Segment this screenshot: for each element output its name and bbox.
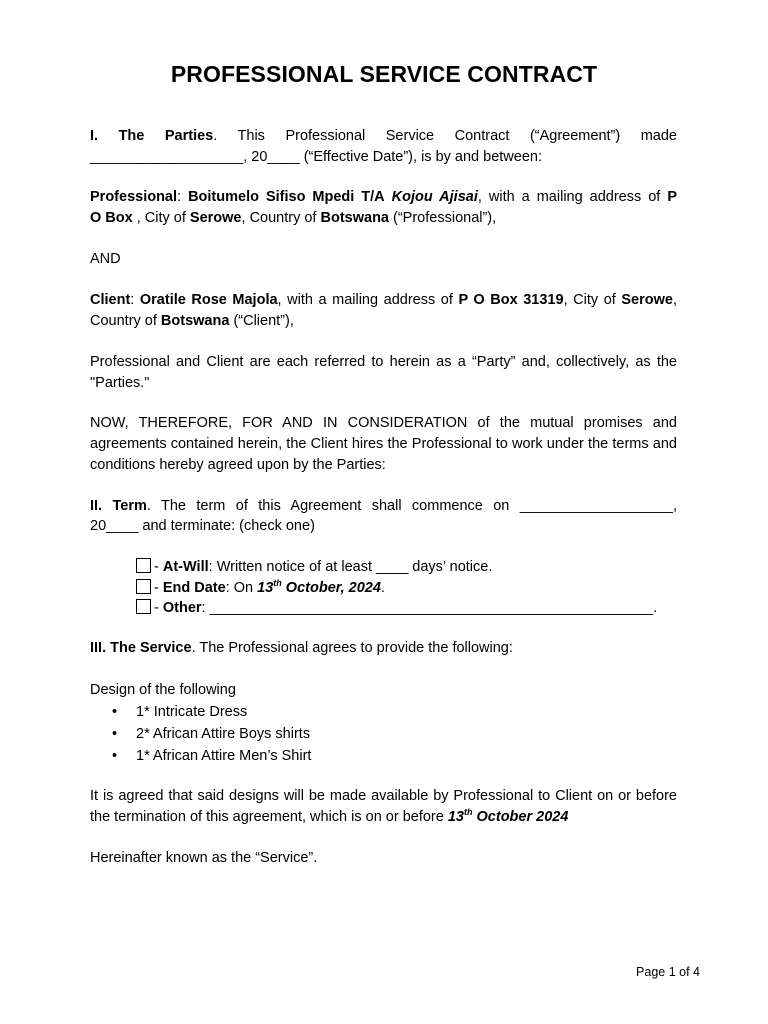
page-title: PROFESSIONAL SERVICE CONTRACT: [170, 61, 598, 87]
professional-line-1: [90, 187, 677, 208]
client-country: Botswana: [160, 313, 230, 329]
availability-date: [448, 809, 569, 825]
professional-line-2: [90, 208, 677, 229]
end-date-value: [257, 580, 381, 596]
bullet-icon: •: [112, 704, 118, 720]
client-country-text: , Country of: [90, 292, 677, 329]
other-checkbox[interactable]: [136, 599, 151, 614]
professional-country-text: , Country of: [241, 210, 321, 226]
parties-line-2: ___________________, 20____ (“Effective Date”), is by and between:: [90, 149, 542, 165]
consideration-paragraph: NOW, THEREFORE, FOR AND IN CONSIDERATION of the mutual promises and agreements contained herein, the Client hires the Professional to work under the terms and conditions hereby agreed upon by the Parties:: [90, 415, 677, 473]
professional-name: Boitumelo Sifiso Mpedi T/A: [188, 189, 385, 205]
client-colon: :: [130, 292, 140, 308]
client-name: Oratile Rose Majola: [139, 292, 278, 308]
service-heading: III. The Service: [90, 640, 192, 656]
end-date-dash: -: [154, 580, 163, 596]
professional-address-b: O Box: [90, 210, 133, 226]
term-heading: II. Term: [90, 498, 147, 514]
end-date-rest: October, 2024: [281, 580, 381, 596]
option-end-date: [136, 578, 385, 599]
end-date-end: .: [380, 580, 385, 596]
availability-paragraph: [90, 786, 677, 828]
other-text: : _______________________________________________________.: [201, 600, 658, 616]
party-definition: Professional and Client are each referred to herein as a “Party” and, collectively, as the "Parties.": [90, 354, 677, 391]
term-line-1: [90, 496, 677, 517]
end-date-pre: : On: [225, 580, 258, 596]
page-number: Page 1 of 4: [636, 965, 700, 979]
professional-mail-text: , with a mailing address of: [477, 189, 661, 205]
client-label: Client: [90, 292, 131, 308]
professional-country: Botswana: [320, 210, 389, 226]
professional-colon: :: [177, 189, 189, 205]
client-end: (“Client”),: [229, 313, 294, 329]
client-city-text: , City of: [563, 292, 622, 308]
other-label: Other: [162, 600, 202, 616]
professional-label: Professional: [90, 189, 178, 205]
at-will-dash: -: [154, 559, 163, 575]
client-mail-text: , with a mailing address of: [277, 292, 459, 308]
option-other: [136, 598, 657, 619]
end-date-suffix: th: [273, 578, 282, 589]
professional-address-a: P: [667, 189, 678, 205]
at-will-label: At-Will: [162, 559, 209, 575]
parties-intro: . This Professional Service Contract (“Agreement”) made: [213, 128, 677, 144]
end-date-label: End Date: [162, 580, 226, 596]
client-paragraph: [90, 290, 677, 332]
availability-rest: October 2024: [472, 809, 569, 825]
client-address: P O Box 31319: [458, 292, 564, 308]
professional-city: Serowe: [189, 210, 242, 226]
bullet-icon: •: [112, 726, 118, 742]
professional-end: (“Professional”),: [389, 210, 497, 226]
list-item-text: 1* African Attire Men’s Shirt: [136, 748, 312, 764]
service-line: [90, 638, 677, 659]
end-date-checkbox[interactable]: [136, 579, 151, 594]
availability-suffix: th: [464, 807, 473, 818]
parties-line-1: [90, 126, 677, 147]
other-dash: -: [154, 600, 163, 616]
list-item-text: 1* Intricate Dress: [136, 704, 248, 720]
design-intro: Design of the following: [90, 682, 236, 698]
availability-day: 13: [447, 809, 464, 825]
term-intro: . The term of this Agreement shall commence on ___________________,: [146, 498, 677, 514]
at-will-text: : Written notice of at least ____ days’ notice.: [208, 559, 493, 575]
professional-city-text: , City of: [132, 210, 190, 226]
professional-trading-name: Kojou Ajisai: [391, 189, 478, 205]
parties-heading: I. The Parties: [90, 128, 214, 144]
and-text: AND: [90, 251, 121, 267]
at-will-checkbox[interactable]: [136, 558, 151, 573]
service-intro: . The Professional agrees to provide the following:: [191, 640, 513, 656]
availability-text: It is agreed that said designs will be made available by Professional to Client on or before the termination of this agreement, which is on or before: [90, 788, 677, 825]
end-date-day: 13: [257, 580, 274, 596]
bullet-icon: •: [112, 748, 118, 764]
term-line-2: 20____ and terminate: (check one): [90, 518, 315, 534]
hereinafter-text: Hereinafter known as the “Service”.: [90, 850, 318, 866]
client-city: Serowe: [621, 292, 673, 308]
option-at-will: [136, 557, 492, 578]
list-item-text: 2* African Attire Boys shirts: [136, 726, 311, 742]
